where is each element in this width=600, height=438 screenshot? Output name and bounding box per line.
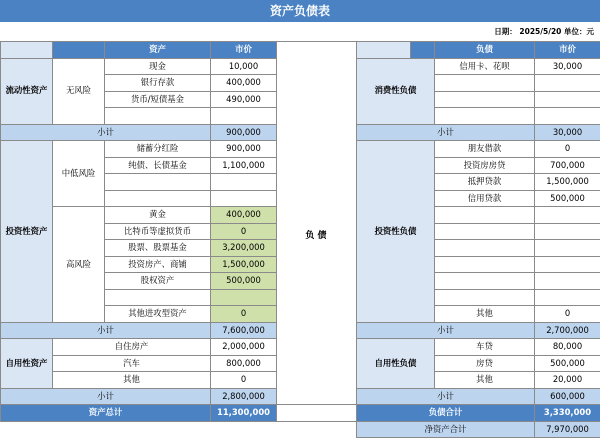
liab-value — [535, 75, 600, 92]
liab-total-label: 负债合计 — [357, 405, 535, 422]
date-row — [0, 22, 600, 41]
subtotal-label: 小计 — [1, 388, 211, 405]
self-use-assets-label: 自用性资产 — [1, 339, 53, 389]
invest-assets-label: 投资性资产 — [1, 141, 53, 323]
asset-total-label: 资产总计 — [1, 405, 211, 422]
liab-value: 30,000 — [535, 58, 600, 75]
asset-name — [105, 108, 211, 125]
liab-value: 0 — [535, 306, 600, 323]
liab-value — [535, 289, 600, 306]
liab-value — [535, 223, 600, 240]
header-blank-2 — [53, 42, 105, 59]
net-row — [1, 421, 600, 438]
high-risk-label: 高风险 — [53, 207, 105, 323]
asset-name: 股权资产 — [105, 273, 211, 290]
asset-name: 股票、股票基金 — [105, 240, 211, 257]
asset-name: 投资房产、商铺 — [105, 256, 211, 273]
liab-value: 1,500,000 — [535, 174, 600, 191]
liab-name — [435, 289, 535, 306]
subtotal-label: 小计 — [1, 124, 211, 141]
asset-value-header: 市价 — [211, 42, 277, 59]
invest-subtotal-value: 7,600,000 — [211, 322, 277, 339]
asset-value: 490,000 — [211, 91, 277, 108]
liab-value: 80,000 — [535, 339, 600, 356]
liab-value — [535, 273, 600, 290]
net-spacer — [1, 421, 357, 438]
asset-name: 现金 — [105, 58, 211, 75]
liab-name: 投资房房贷 — [435, 157, 535, 174]
liab-name: 车贷 — [435, 339, 535, 356]
liab-value — [535, 256, 600, 273]
asset-value: 500,000 — [211, 273, 277, 290]
header-blank — [1, 42, 53, 59]
liab-name — [435, 256, 535, 273]
asset-total-value: 11,300,000 — [211, 405, 277, 422]
liab-name — [435, 91, 535, 108]
asset-name: 其他 — [53, 372, 211, 389]
asset-name-header: 资产 — [105, 42, 211, 59]
self-use-debt-label: 自用性负债 — [357, 339, 435, 389]
total-row — [1, 405, 600, 422]
liab-value: 20,000 — [535, 372, 600, 389]
liab-name: 其他 — [435, 306, 535, 323]
liab-total-value: 3,330,000 — [535, 405, 600, 422]
liquid-assets-label: 流动性资产 — [1, 58, 53, 124]
asset-name: 比特币等虚拟货币 — [105, 223, 211, 240]
liab-name: 朋友借款 — [435, 141, 535, 158]
asset-value: 0 — [211, 223, 277, 240]
consumer-debt-label: 消费性负债 — [357, 58, 435, 124]
liab-header-blank — [357, 42, 411, 59]
asset-name: 其他进攻型资产 — [105, 306, 211, 323]
asset-value: 2,000,000 — [211, 339, 277, 356]
invest-debt-subtotal-value: 2,700,000 — [535, 322, 600, 339]
liab-value — [535, 108, 600, 125]
header-row — [1, 42, 600, 59]
sheet-title: 资产负债表 — [0, 0, 600, 22]
liab-name — [435, 75, 535, 92]
asset-value: 3,200,000 — [211, 240, 277, 257]
asset-name: 纯债、长债基金 — [105, 157, 211, 174]
liab-name — [435, 108, 535, 125]
liab-value: 500,000 — [535, 190, 600, 207]
no-risk-label: 无风险 — [53, 58, 105, 124]
liab-header-blank-2 — [411, 42, 435, 59]
asset-name: 银行存款 — [105, 75, 211, 92]
liab-name: 房贷 — [435, 355, 535, 372]
asset-value — [211, 190, 277, 207]
asset-value: 0 — [211, 372, 277, 389]
liab-value: 700,000 — [535, 157, 600, 174]
net-assets-label: 净资产合计 — [357, 421, 535, 438]
liab-name: 信用贷款 — [435, 190, 535, 207]
liab-value — [535, 207, 600, 224]
asset-value: 400,000 — [211, 75, 277, 92]
liab-name — [435, 207, 535, 224]
asset-value — [211, 289, 277, 306]
middle-spacer — [277, 42, 357, 405]
liab-value-header: 市价 — [535, 42, 600, 59]
asset-value: 800,000 — [211, 355, 277, 372]
date-unit-text: 日期： 2025/5/20 单位：元 — [494, 27, 594, 36]
liab-value: 0 — [535, 141, 600, 158]
self-use-debt-subtotal-value: 600,000 — [535, 388, 600, 405]
asset-name: 自住房产 — [53, 339, 211, 356]
liab-value: 500,000 — [535, 355, 600, 372]
asset-value: 1,500,000 — [211, 256, 277, 273]
liab-name — [435, 273, 535, 290]
liab-name — [435, 240, 535, 257]
liab-name — [435, 223, 535, 240]
liab-value — [535, 240, 600, 257]
invest-debt-label: 投资性负债 — [357, 141, 435, 323]
asset-value: 10,000 — [211, 58, 277, 75]
asset-value — [211, 108, 277, 125]
subtotal-label: 小计 — [357, 322, 535, 339]
asset-value: 400,000 — [211, 207, 277, 224]
self-use-subtotal-value: 2,800,000 — [211, 388, 277, 405]
subtotal-label: 小计 — [357, 124, 535, 141]
liab-name: 信用卡、花呗 — [435, 58, 535, 75]
liab-name: 抵押贷款 — [435, 174, 535, 191]
asset-value: 0 — [211, 306, 277, 323]
mid-risk-label: 中低风险 — [53, 141, 105, 207]
asset-name: 黄金 — [105, 207, 211, 224]
subtotal-label: 小计 — [1, 322, 211, 339]
asset-value — [211, 174, 277, 191]
consumer-subtotal-value: 30,000 — [535, 124, 600, 141]
asset-name — [105, 190, 211, 207]
asset-name: 货币/短债基金 — [105, 91, 211, 108]
liab-name: 其他 — [435, 372, 535, 389]
total-spacer — [277, 405, 357, 422]
liquid-subtotal-value: 900,000 — [211, 124, 277, 141]
asset-name — [105, 174, 211, 191]
liab-name-header: 负债 — [435, 42, 535, 59]
net-assets-value: 7,970,000 — [535, 421, 600, 438]
asset-value: 1,100,000 — [211, 157, 277, 174]
subtotal-label: 小计 — [357, 388, 535, 405]
liab-value — [535, 91, 600, 108]
asset-name: 汽车 — [53, 355, 211, 372]
asset-value: 900,000 — [211, 141, 277, 158]
asset-name: 储蓄分红险 — [105, 141, 211, 158]
middle-label: 负 债 — [305, 231, 327, 241]
asset-name — [105, 289, 211, 306]
